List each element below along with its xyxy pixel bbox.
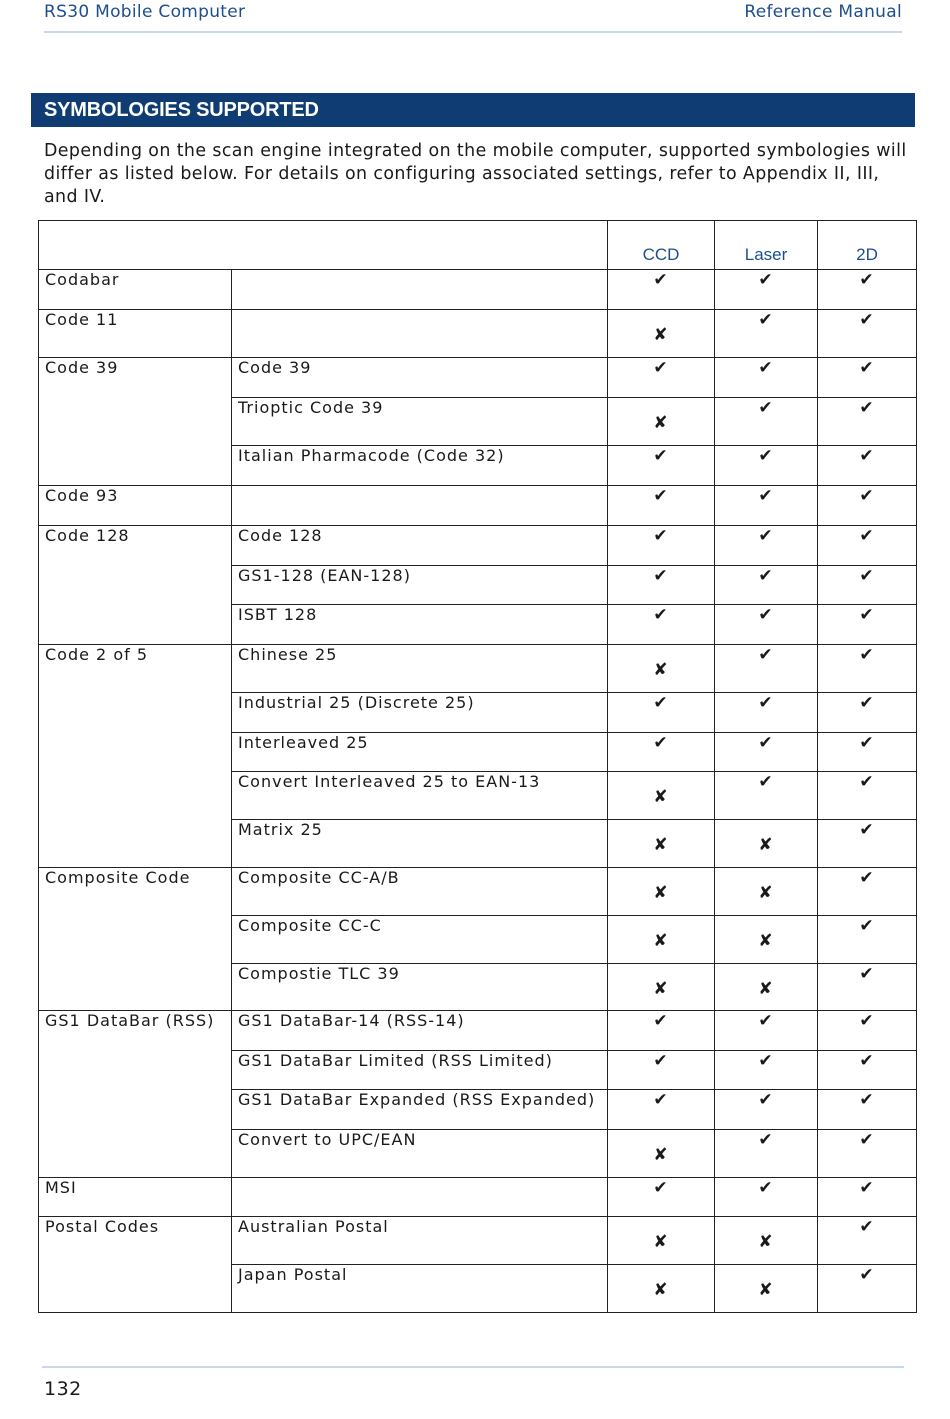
check-icon-2d: ✔ bbox=[818, 916, 917, 964]
check-icon-laser: ✔ bbox=[715, 446, 818, 486]
check-icon-ccd: ✔ bbox=[608, 526, 715, 566]
check-icon-2d: ✔ bbox=[818, 1130, 917, 1178]
check-icon-laser: ✔ bbox=[715, 1090, 818, 1130]
check-icon-laser: ✔ bbox=[715, 270, 818, 310]
page-number: 132 bbox=[44, 1378, 82, 1400]
check-icon-2d: ✔ bbox=[818, 526, 917, 566]
symbology-variant: Australian Postal bbox=[232, 1217, 608, 1265]
symbology-variant bbox=[232, 310, 608, 358]
symbology-family: Postal Codes bbox=[39, 1217, 232, 1313]
check-icon-2d: ✔ bbox=[818, 964, 917, 1011]
symbology-family: Code 128 bbox=[39, 526, 232, 645]
symbology-family: Code 2 of 5 bbox=[39, 645, 232, 868]
cross-icon-ccd: ✘ bbox=[608, 964, 715, 1011]
cross-icon-laser: ✘ bbox=[715, 916, 818, 964]
check-icon-2d: ✔ bbox=[818, 398, 917, 446]
table-header-row bbox=[39, 221, 917, 270]
cross-icon-ccd: ✘ bbox=[608, 310, 715, 358]
symbology-family: Code 93 bbox=[39, 486, 232, 526]
symbology-variant: Convert Interleaved 25 to EAN-13 bbox=[232, 772, 608, 820]
symbology-family: Code 11 bbox=[39, 310, 232, 358]
table-row bbox=[39, 526, 917, 566]
check-icon-ccd: ✔ bbox=[608, 1178, 715, 1217]
check-icon-2d: ✔ bbox=[818, 566, 917, 605]
symbology-variant bbox=[232, 270, 608, 310]
symbology-variant: Japan Postal bbox=[232, 1265, 608, 1313]
check-icon-ccd: ✔ bbox=[608, 693, 715, 733]
check-icon-ccd: ✔ bbox=[608, 486, 715, 526]
symbology-variant: GS1 DataBar Expanded (RSS Expanded) bbox=[232, 1090, 608, 1130]
check-icon-laser: ✔ bbox=[715, 1178, 818, 1217]
cross-icon-laser: ✘ bbox=[715, 964, 818, 1011]
section-title: SYMBOLOGIES SUPPORTED bbox=[31, 93, 915, 127]
check-icon-2d: ✔ bbox=[818, 772, 917, 820]
check-icon-2d: ✔ bbox=[818, 446, 917, 486]
cross-icon-laser: ✘ bbox=[715, 1265, 818, 1313]
symbology-variant: GS1 DataBar Limited (RSS Limited) bbox=[232, 1051, 608, 1090]
symbology-variant: Code 39 bbox=[232, 358, 608, 398]
header-divider bbox=[44, 31, 902, 33]
symbology-variant: Composite CC-A/B bbox=[232, 868, 608, 916]
check-icon-2d: ✔ bbox=[818, 270, 917, 310]
check-icon-laser: ✔ bbox=[715, 733, 818, 772]
check-icon-2d: ✔ bbox=[818, 310, 917, 358]
table-row bbox=[39, 358, 917, 398]
check-icon-laser: ✔ bbox=[715, 1130, 818, 1178]
cross-icon-ccd: ✘ bbox=[608, 1217, 715, 1265]
check-icon-ccd: ✔ bbox=[608, 1051, 715, 1090]
check-icon-2d: ✔ bbox=[818, 1178, 917, 1217]
check-icon-2d: ✔ bbox=[818, 1217, 917, 1265]
table-row bbox=[39, 868, 917, 916]
check-icon-ccd: ✔ bbox=[608, 733, 715, 772]
table-row bbox=[39, 645, 917, 693]
column-header-2d: 2D bbox=[818, 221, 917, 270]
cross-icon-ccd: ✘ bbox=[608, 772, 715, 820]
symbology-variant: Code 128 bbox=[232, 526, 608, 566]
symbology-variant: Compostie TLC 39 bbox=[232, 964, 608, 1011]
table-row bbox=[39, 1011, 917, 1051]
symbology-variant: Matrix 25 bbox=[232, 820, 608, 868]
check-icon-ccd: ✔ bbox=[608, 270, 715, 310]
check-icon-laser: ✔ bbox=[715, 605, 818, 645]
check-icon-laser: ✔ bbox=[715, 772, 818, 820]
check-icon-2d: ✔ bbox=[818, 605, 917, 645]
check-icon-2d: ✔ bbox=[818, 1265, 917, 1313]
cross-icon-ccd: ✘ bbox=[608, 820, 715, 868]
cross-icon-ccd: ✘ bbox=[608, 1265, 715, 1313]
check-icon-laser: ✔ bbox=[715, 358, 818, 398]
intro-paragraph: Depending on the scan engine integrated on the mobile computer, supported symbologies will differ as listed below. For details on configuring associated settings, refer to Appendix II, III, and IV. bbox=[44, 141, 907, 207]
table-row bbox=[39, 1178, 917, 1217]
cross-icon-laser: ✘ bbox=[715, 820, 818, 868]
check-icon-laser: ✔ bbox=[715, 1051, 818, 1090]
symbology-variant bbox=[232, 1178, 608, 1217]
symbology-family: MSI bbox=[39, 1178, 232, 1217]
column-header-laser: Laser bbox=[715, 221, 818, 270]
check-icon-ccd: ✔ bbox=[608, 605, 715, 645]
check-icon-2d: ✔ bbox=[818, 868, 917, 916]
cross-icon-ccd: ✘ bbox=[608, 645, 715, 693]
symbology-family: Codabar bbox=[39, 270, 232, 310]
check-icon-ccd: ✔ bbox=[608, 1011, 715, 1051]
table-row bbox=[39, 486, 917, 526]
table-row bbox=[39, 270, 917, 310]
table-row bbox=[39, 1217, 917, 1265]
symbology-variant: Trioptic Code 39 bbox=[232, 398, 608, 446]
symbology-variant: Convert to UPC/EAN bbox=[232, 1130, 608, 1178]
symbology-variant: Italian Pharmacode (Code 32) bbox=[232, 446, 608, 486]
cross-icon-ccd: ✘ bbox=[608, 1130, 715, 1178]
header-document-title: RS30 Mobile Computer bbox=[44, 2, 246, 22]
symbology-family: Code 39 bbox=[39, 358, 232, 486]
symbology-variant: GS1-128 (EAN-128) bbox=[232, 566, 608, 605]
check-icon-laser: ✔ bbox=[715, 1011, 818, 1051]
check-icon-laser: ✔ bbox=[715, 645, 818, 693]
symbology-variant: Composite CC-C bbox=[232, 916, 608, 964]
symbology-variant: GS1 DataBar-14 (RSS-14) bbox=[232, 1011, 608, 1051]
check-icon-2d: ✔ bbox=[818, 645, 917, 693]
check-icon-2d: ✔ bbox=[818, 1011, 917, 1051]
table-body bbox=[39, 270, 917, 1313]
check-icon-2d: ✔ bbox=[818, 486, 917, 526]
symbology-family: GS1 DataBar (RSS) bbox=[39, 1011, 232, 1178]
check-icon-laser: ✔ bbox=[715, 310, 818, 358]
check-icon-2d: ✔ bbox=[818, 733, 917, 772]
check-icon-laser: ✔ bbox=[715, 486, 818, 526]
cross-icon-ccd: ✘ bbox=[608, 398, 715, 446]
header-manual-type: Reference Manual bbox=[744, 2, 902, 22]
symbology-variant: ISBT 128 bbox=[232, 605, 608, 645]
check-icon-ccd: ✔ bbox=[608, 566, 715, 605]
symbologies-table bbox=[38, 220, 917, 1313]
symbology-variant bbox=[232, 486, 608, 526]
cross-icon-laser: ✘ bbox=[715, 1217, 818, 1265]
check-icon-2d: ✔ bbox=[818, 820, 917, 868]
check-icon-ccd: ✔ bbox=[608, 446, 715, 486]
check-icon-2d: ✔ bbox=[818, 693, 917, 733]
header-blank-cell bbox=[39, 221, 608, 270]
symbology-variant: Interleaved 25 bbox=[232, 733, 608, 772]
check-icon-2d: ✔ bbox=[818, 1051, 917, 1090]
cross-icon-laser: ✘ bbox=[715, 868, 818, 916]
check-icon-2d: ✔ bbox=[818, 358, 917, 398]
footer-divider bbox=[42, 1366, 904, 1368]
check-icon-ccd: ✔ bbox=[608, 358, 715, 398]
cross-icon-ccd: ✘ bbox=[608, 916, 715, 964]
cross-icon-ccd: ✘ bbox=[608, 868, 715, 916]
symbology-variant: Industrial 25 (Discrete 25) bbox=[232, 693, 608, 733]
check-icon-laser: ✔ bbox=[715, 398, 818, 446]
symbology-family: Composite Code bbox=[39, 868, 232, 1011]
table-row bbox=[39, 310, 917, 358]
check-icon-laser: ✔ bbox=[715, 693, 818, 733]
symbology-variant: Chinese 25 bbox=[232, 645, 608, 693]
check-icon-laser: ✔ bbox=[715, 526, 818, 566]
check-icon-2d: ✔ bbox=[818, 1090, 917, 1130]
check-icon-laser: ✔ bbox=[715, 566, 818, 605]
column-header-ccd: CCD bbox=[608, 221, 715, 270]
check-icon-ccd: ✔ bbox=[608, 1090, 715, 1130]
